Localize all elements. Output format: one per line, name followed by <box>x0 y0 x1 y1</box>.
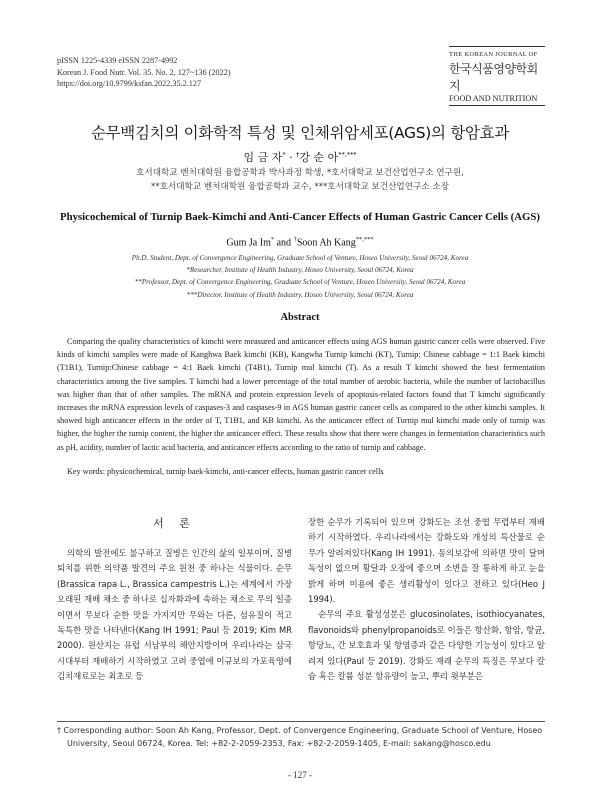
intro-left-column: 의학의 발전에도 불구하고 질병은 인간의 삶의 일부이며, 질병퇴치를 위한 의약품 발견의 주요 원천 중 하나는 식물이다. 순무(Brassica rapa L., Brassica campestris L.)는 세계에서 가장 오래된 재배 채소 중 하나로 십자화과에 속하는 채소로 무의 일종이면서 무보다 순한 맛을 가지지만 무와는 다른, 섬유질이 적고 독특한 맛을 나타낸다(Kang IH 1991; Paul 등 2019; Kim MR 2000). 원산지는 유럽 서남부의 해안지방이며 우리나라는 삼국시대부터 재배하기 시작하였고 고려 중엽에 이규보의 가포육영에 김치재료로는 최초로 등 <box>57 548 292 682</box>
intro-right-column <box>308 515 545 684</box>
author1-name: 임 금 자 <box>243 151 283 164</box>
keywords: Key words: physicochemical, turnip baek-kimchi, anti-cancer effects, human gastric cancer cells <box>67 467 384 476</box>
affiliation-ko-line: **호서대학교 벤처대학원 융합공학과 교수, ***호서대학교 보건산업연구소 소장 <box>151 182 449 192</box>
journal-citation-header <box>57 55 231 90</box>
title-korean: 순무백김치의 이화학적 특성 및 인체위암세포(AGS)의 항암효과 <box>90 124 510 142</box>
author2-name: 강 순 아 <box>299 151 339 164</box>
affiliation-ko-line: 호서대학교 벤처대학원 융합공학과 박사과정 학생, *호서대학교 보건산업연구소 연구원, <box>136 168 464 178</box>
corresponding-mark: † <box>296 150 300 159</box>
author2-name-en: Soon Ah Kang <box>296 237 356 249</box>
author1-mark-en: * <box>270 236 275 243</box>
journal-logo-rule <box>449 46 545 47</box>
corresponding-mark-en: † <box>293 236 297 243</box>
footnote-divider <box>57 721 545 722</box>
journal-name-en-bottom: FOOD AND NUTRITION <box>449 94 545 106</box>
affiliation-en-line: *Researcher, Institute of Health Industry, Hoseo University, Seoul 06724, Korea <box>186 266 414 275</box>
issn-line: pISSN 1225-4339 eISSN 2287-4992 <box>57 56 178 65</box>
affiliation-en-line: ***Director, Institute of Health Industry, Hoseo University, Seoul 06724, Korea <box>186 290 414 299</box>
title-english: Physicochemical of Turnip Baek-Kimchi and Anti-Cancer Effects of Human Gastric Cancer Cells (AGS) <box>59 211 541 223</box>
journal-name-ko: 한국식품영양학회지 <box>449 62 538 93</box>
affiliation-en-line: **Professor, Dept. of Convergence Engineering, Graduate School of Venture, Hoseo University, Seoul 06724, Korea <box>134 278 466 287</box>
section-heading-introduction: 서 론 <box>153 517 196 530</box>
authors-english <box>0 236 600 248</box>
journal-name-en-top: THE KOREAN JOURNAL OF <box>449 51 538 58</box>
authors-korean <box>0 149 600 165</box>
author-conjunction: and <box>274 237 294 249</box>
doi-link[interactable]: https://doi.org/10.9799/ksfan.2022.35.2.127 <box>57 79 202 88</box>
author1-name-en: Gum Ja Im <box>226 237 271 249</box>
author1-mark: * <box>282 150 286 159</box>
journal-logo <box>449 46 545 106</box>
intro-paragraph: 장한 순무가 기록되어 있으며 강화도는 조선 중엽 무렵부터 재배하기 시작하였다. 우리나라에서는 강화도와 개성의 특산물로 순무가 알려져있다(Kang IH 1991). 동의보감에 의하면 맛이 달며 독성이 없으며 황달과 오장에 좋으며 소변을 잘 통하게 하고 눈을 밝게 하며 미용에 좋은 생리활성이 있다고 전하고 있다(Heo J 1994). <box>308 517 545 605</box>
author2-mark: **,*** <box>338 150 357 159</box>
intro-paragraph: 순무의 주요 활성성분은 glucosinolates, isothiocyanates, flavonoids와 phenylpropanoids로 이들은 항산화, 항암, 항균, 항당뇨, 간 보호효과 및 항염증과 같은 다양한 기능성이 있다고 알려져 있다(Paul 등 2019). 강화도 재래 순무의 특징은 무보다 칼슘 혹은 칼륨 성분 함유량이 높고, 뿌리 윗부분은 <box>308 609 545 682</box>
author-separator: · <box>285 151 297 164</box>
citation-line: Korean J. Food Nutr. Vol. 35. No. 2, 127~136 (2022) <box>57 67 231 77</box>
abstract-body: Comparing the quality characteristics of kimchi were measured and anticancer effects using AGS human gastric cancer cells were observed. Five kinds of kimchi samples were made of Kanghwa Baek kimchi (KB), Kangwha Turnip kimchi (KT), Turnip: Chinese cabbage = 1:1 Baek kimchi (T1B1), Turnip:Chinese cabbage = 4:1 Baek kimchi (T4B1), Turnip mul kimchi (T). As a result T kimchi showed the best fermentation characteristics among the five samples. T kimchi had a lower percentage of the total number of aerobic bacteria, while the number of lactobacillus was higher than that of other samples. The mRNA and protein expression levels of apoptosis-related factors found that T kimchi significantly increases the mRNA expression levels of caspases-3 and caspases-9 in AGS human gastric cancer cells as compared to the other kimchi samples. It showed high anticancer effects in the order of T, T1B1, and KB kimchi. As the anticancer effect of Turnip mul kimchi made only of turnip was higher, the higher the turnip content, the higher the anticancer effect. These results show that there were changes in fermentation characteristics such as pH, acidity, number of lactic acid bacteria, and anticancer effects according to the ratio of turnip and cabbage. <box>57 337 545 452</box>
affiliation-en-line: Ph.D. Student, Dept. of Convergence Engineering, Graduate School of Venture, Hoseo University, Seoul 06724, Korea <box>131 254 469 262</box>
corresponding-author-footnote: † Corresponding author: Soon Ah Kang, Professor, Dept. of Convergence Engineering, Graduate School of Venture, Hoseo University, Seoul 06724, Korea. Tel: +82-2-2059-2353, Fax: +82-2-2059-1405, E-mail: sakang@hosco.edu <box>57 726 543 748</box>
affiliations-english <box>0 252 600 301</box>
author2-mark-en: **,*** <box>355 236 374 243</box>
abstract-heading: Abstract <box>280 312 320 323</box>
page-number: - 127 - <box>288 770 312 780</box>
affiliations-korean <box>0 166 600 194</box>
